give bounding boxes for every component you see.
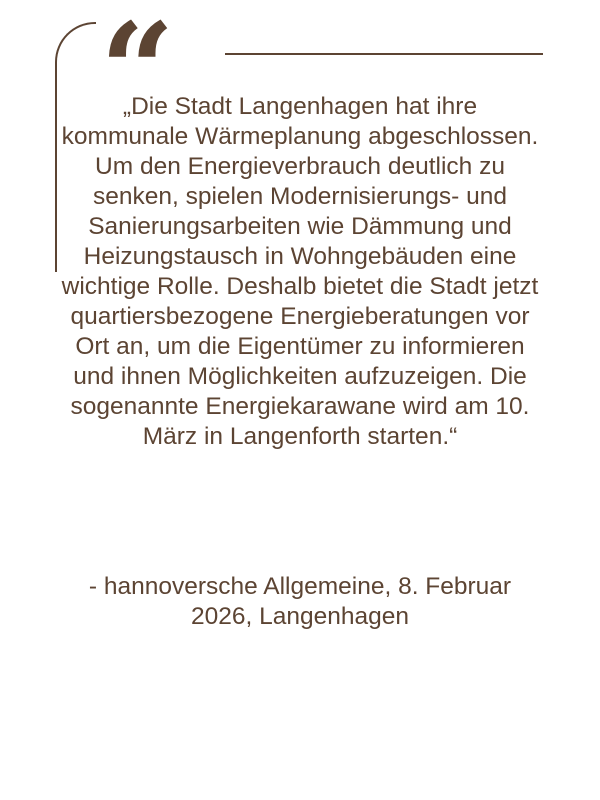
divider-rule bbox=[225, 53, 543, 55]
quote-text: „Die Stadt Langenhagen hat ihre kommunale Wärmeplanung abgeschlossen. Um den Energieverbrauch deutlich zu senken, spielen Modernisierungs- und Sanierungsarbeiten wie Dämmung und Heizungstausch in Wohngebäuden eine wichtige Rolle. Deshalb bietet die Stadt jetzt quartiersbezogene Energieberatungen vor Ort an, um die Eigentümer zu informieren und ihnen Möglichkeiten aufzuzeigen. Die sogenannte Energiekarawane wird am 10. März in Langenforth starten.“ bbox=[61, 93, 539, 450]
quote-attribution: - hannoversche Allgemeine, 8. Februar 2026, Langenhagen bbox=[88, 573, 512, 630]
quotation-mark-icon: “ bbox=[100, 0, 171, 147]
